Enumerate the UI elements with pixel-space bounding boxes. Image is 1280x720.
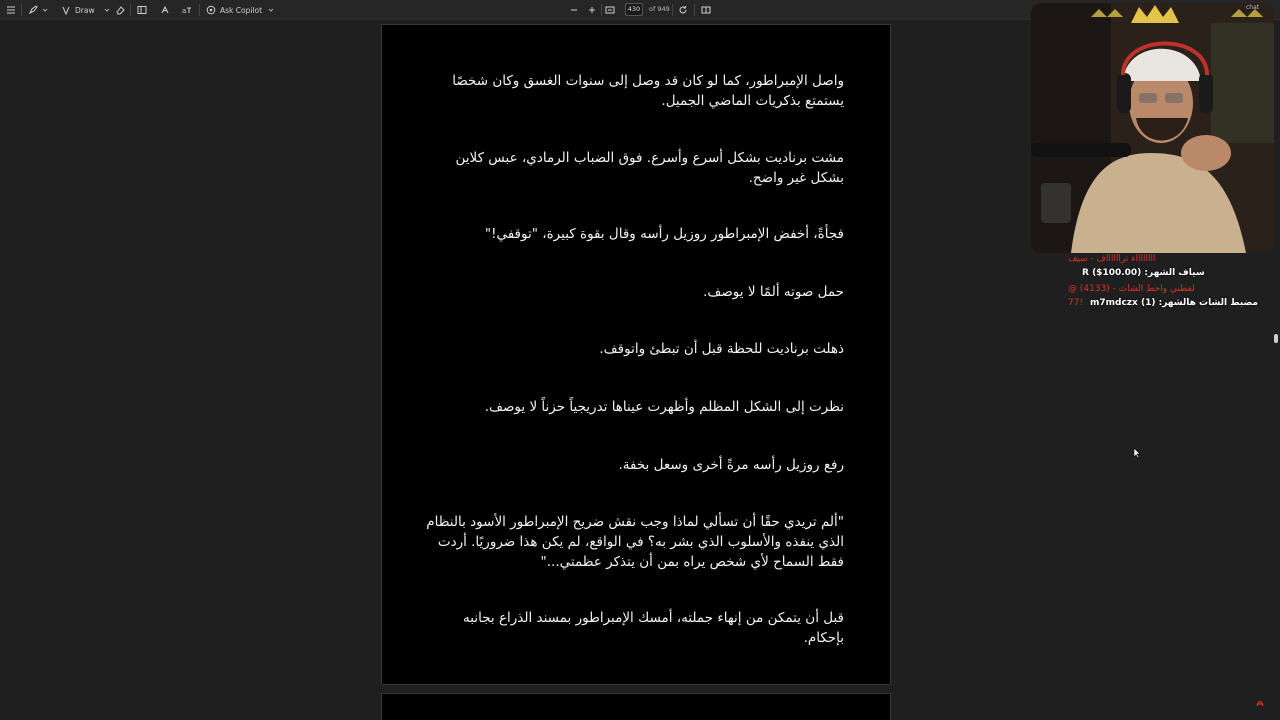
ask-copilot-button[interactable] (205, 3, 274, 17)
list-icon (5, 4, 17, 16)
ask-copilot-label: Ask Copilot (220, 5, 263, 15)
chat-label: chat (1246, 4, 1260, 11)
copilot-icon (205, 4, 217, 16)
draw-label: Draw (75, 5, 95, 15)
zoom-out-button[interactable] (568, 3, 580, 17)
toolbar-divider (694, 4, 695, 16)
svg-text:a: a (182, 7, 187, 15)
chat-alert-prefix: 77! (1068, 298, 1084, 308)
chevron-down-icon (42, 7, 48, 13)
contents-button[interactable] (5, 3, 17, 17)
toolbar-divider (21, 4, 22, 16)
eraser-icon (114, 4, 126, 16)
read-aloud-button[interactable] (159, 3, 171, 17)
fit-width-button[interactable] (604, 3, 616, 17)
highlighter-icon (27, 4, 39, 16)
pdf-page (381, 24, 891, 685)
toolbar-divider (199, 4, 200, 16)
toolbar-divider (601, 4, 602, 16)
paragraph: نظرت إلى الشكل المظلم وأظهرت عيناها تدريجياً حزناً لا يوصف. (484, 399, 844, 415)
paragraph: حمل صوته ألمًا لا يوصف. (703, 284, 844, 300)
minus-icon (568, 4, 580, 16)
page-total: of 949 (649, 5, 670, 13)
paragraph: واصل الإمبراطور، كما لو كان قد وصل إلى سنوات الغسق وكان شخصًا يستمتع بذكريات الماضي الجميل. (452, 73, 844, 109)
alert-text: ااااااااء ترااااااف - سيف (1068, 254, 1156, 264)
toolbar-divider (130, 4, 131, 16)
chat-alert-text: @ لقطني واحط الشات - (4133) (1068, 284, 1195, 294)
top-donor-text: R ($100.00) :سياف الشهر (1082, 268, 1205, 278)
pdf-icon (1255, 693, 1265, 703)
draw-button[interactable] (60, 3, 110, 17)
paragraph: فجأةً، أخفض الإمبراطور روزيل رأسه وقال بقوة كبيرة، "توقفي!" (484, 226, 844, 242)
fit-width-icon (604, 4, 616, 16)
plus-icon (586, 4, 598, 16)
streamer-picture (1031, 3, 1274, 253)
text-box-icon (136, 4, 148, 16)
page-view-button[interactable] (700, 3, 712, 17)
eraser-button[interactable] (114, 3, 126, 17)
translate-icon (181, 4, 193, 16)
page-view-icon (700, 4, 712, 16)
paragraph: رفع روزيل رأسه مرةً أخرى وسعل بخفة. (618, 457, 844, 473)
paragraph: ذهلت برناديت للحظة قبل أن تبطئ واتوقف. (599, 341, 844, 357)
zoom-in-button[interactable] (586, 3, 598, 17)
paragraph: قبل أن يتمكن من إنهاء جملته، أمسك الإمبراطور بمسند الذراع بجانبه بإحكام. (463, 610, 844, 646)
read-aloud-icon (159, 4, 171, 16)
highlight-button[interactable] (27, 3, 48, 17)
pdf-next-page (381, 693, 891, 720)
page-number-input[interactable]: 430 (625, 3, 643, 16)
webcam-overlay (1031, 3, 1274, 253)
text-box-button[interactable] (136, 3, 148, 17)
chevron-down-icon (268, 7, 274, 13)
pen-icon (60, 4, 72, 16)
scrollbar-thumb[interactable] (1274, 334, 1278, 343)
toolbar-divider (672, 4, 673, 16)
chevron-down-icon (104, 7, 110, 13)
rotate-button[interactable] (677, 3, 689, 17)
translate-button[interactable] (181, 3, 193, 17)
mouse-cursor-icon (1133, 444, 1141, 456)
paragraph: مشت برناديت بشكل أسرع وأسرع. فوق الضباب الرمادي، عبس كلاين بشكل غير واضح. (455, 150, 844, 186)
rotate-icon (677, 4, 689, 16)
paragraph: "ألم تريدي حقًا أن تسألي لماذا وجب نقش ضريح الإمبراطور الأسود بالنظام الذي ينفذه والأسلوب الذي بشر به؟ في الواقع، لم يكن هذا ضروريًا. أردت فقط السماح لأي شخص يراه بمن أن يتذكر عظمتي..." (426, 514, 844, 570)
chat-moderator-text: m7mdczx (1) :مضبط الشات هالشهر (1090, 298, 1258, 308)
